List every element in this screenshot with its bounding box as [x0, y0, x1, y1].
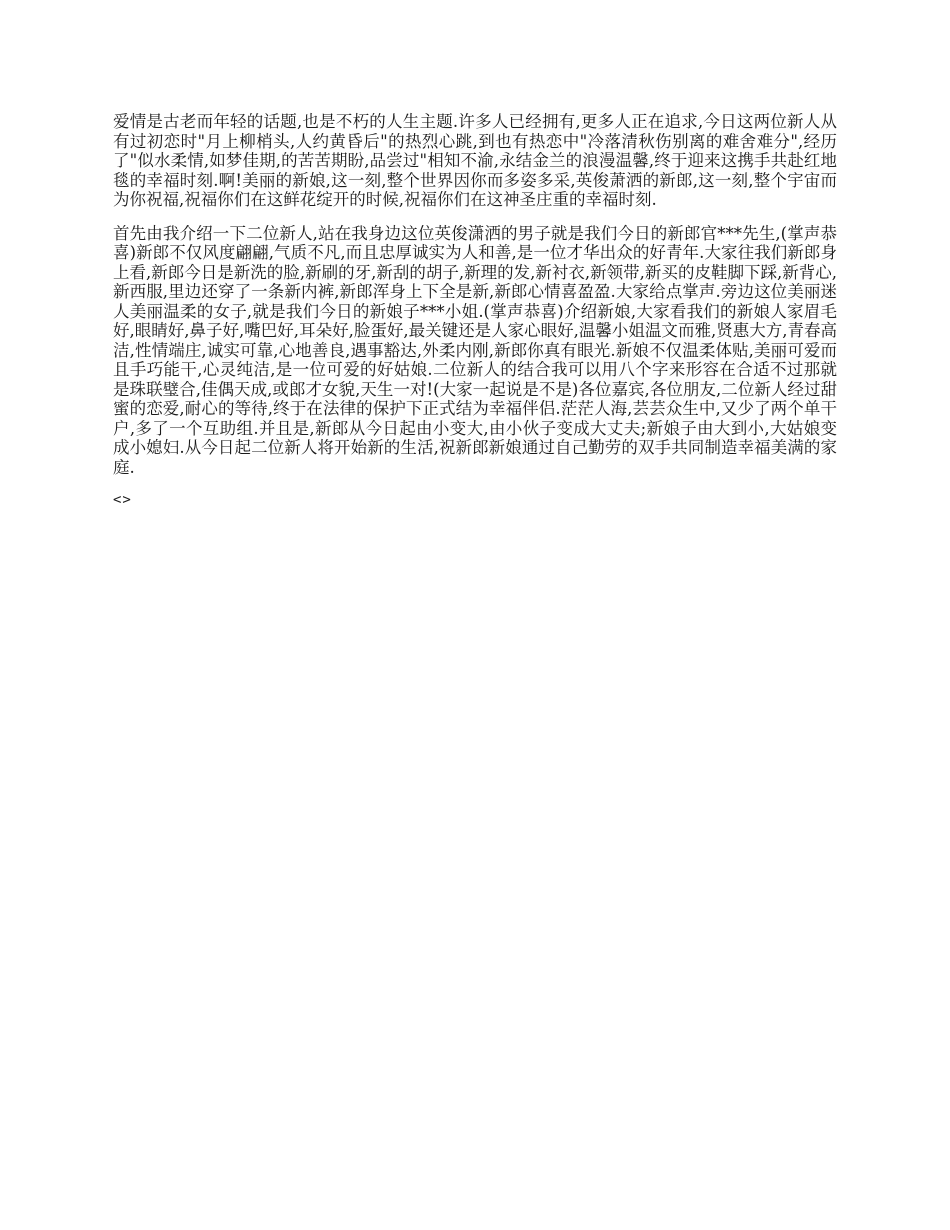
paragraph-intro: 爱情是古老而年轻的话题,也是不朽的人生主题.许多人已经拥有,更多人正在追求,今日这两位新人从有过初恋时"月上柳梢头,人约黄昏后"的热烈心跳,到也有热恋中"冷落清秋伤别离的难舍难分",经历了"似水柔情,如梦佳期,的苦苦期盼,品尝过"相知不渝,永结金兰的浪漫温馨,终于迎来这携手共赴红地毯的幸福时刻.啊!美丽的新娘,这一刻,整个世界因你而多姿多采,英俊萧洒的新郎,这一刻,整个宇宙而为你祝福,祝福你们在这鲜花绽开的时候,祝福你们在这神圣庄重的幸福时刻.	[113, 112, 837, 209]
paragraph-introduction-of-couple: 首先由我介绍一下二位新人,站在我身边这位英俊潇洒的男子就是我们今日的新郎官***先生,(掌声恭喜)新郎不仅风度翩翩,气质不凡,而且忠厚诚实为人和善,是一位才华出众的好青年.大家往我们新郎身上看,新郎今日是新洗的脸,新刷的牙,新刮的胡子,新理的发,新衬衣,新领带,新买的皮鞋脚下踩,新背心,新西服,里边还穿了一条新内裤,新郎浑身上下全是新,新郎心情喜盈盈.大家给点掌声.旁边这位美丽迷人美丽温柔的女子,就是我们今日的新娘子***小姐.(掌声恭喜)介绍新娘,大家看我们的新娘人家眉毛好,眼睛好,鼻子好,嘴巴好,耳朵好,脸蛋好,最关键还是人家心眼好,温馨小姐温文而雅,贤惠大方,青春高洁,性情端庄,诚实可靠,心地善良,遇事豁达,外柔内刚,新郎你真有眼光.新娘不仅温柔体贴,美丽可爱而且手巧能干,心灵纯洁,是一位可爱的好姑娘.二位新人的结合我可以用八个字来形容在合适不过那就是珠联璧合,佳偶天成,或郎才女貌,天生一对!(大家一起说是不是)各位嘉宾,各位朋友,二位新人经过甜蜜的恋爱,耐心的等待,终于在法律的保护下正式结为幸福伴侣.茫茫人海,芸芸众生中,又少了两个单干户,多了一个互助组.并且是,新郎从今日起由小变大,由小伙子变成大丈夫;新娘子由大到小,大姑娘变成小媳妇.从今日起二位新人将开始新的生活,祝新郎新娘通过自己勤劳的双手共同制造幸福美满的家庭.	[113, 223, 837, 477]
trailing-marker: <>	[113, 492, 132, 508]
document-body	[113, 112, 837, 511]
